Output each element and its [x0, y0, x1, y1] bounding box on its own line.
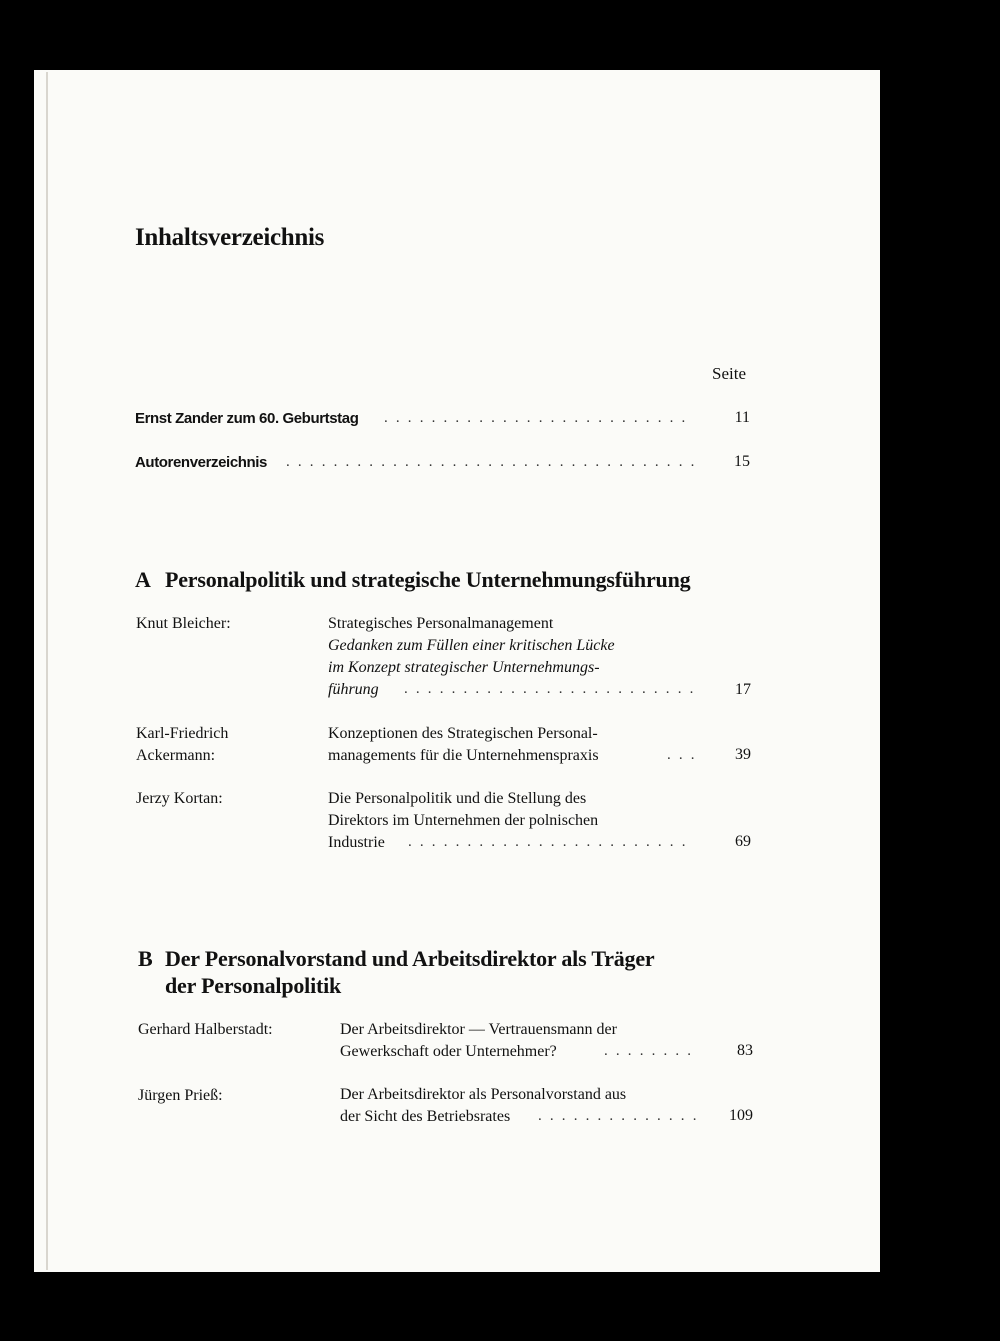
entry-page: 109 [729, 1107, 753, 1124]
entry-title: Direktors im Unternehmen der polnischen [328, 812, 599, 829]
dot-leader [404, 681, 694, 699]
entry-title: Der Arbeitsdirektor — Vertrauensmann der [340, 1021, 617, 1038]
entry-subtitle: Gedanken zum Füllen einer kritischen Lücke [328, 637, 615, 654]
section-letter-b: B [138, 946, 153, 971]
front-matter-entry-2: Autorenverzeichnis [135, 454, 268, 471]
section-heading-b: Der Personalvorstand und Arbeitsdirektor als Träger [165, 946, 655, 971]
entry-title: Der Arbeitsdirektor als Personalvorstand aus [340, 1086, 627, 1103]
entry-page: 83 [737, 1042, 753, 1059]
dot-leader [538, 1108, 696, 1126]
dot-leader [604, 1043, 696, 1061]
entry-page: 69 [735, 833, 751, 850]
entry-subtitle: führung [328, 681, 379, 698]
page-fold-edge [46, 72, 48, 1270]
entry-author: Jerzy Kortan: [136, 790, 223, 807]
dot-leader [286, 454, 694, 472]
front-matter-page-1: 11 [734, 409, 750, 426]
section-heading-b-line-2: der Personalpolitik [165, 973, 342, 998]
section-letter-a: A [135, 567, 151, 592]
dot-leader [667, 747, 694, 765]
page-title: Inhaltsverzeichnis [135, 224, 325, 251]
entry-title: der Sicht des Betriebsrates [340, 1108, 511, 1125]
dot-leader [408, 834, 694, 852]
entry-subtitle: im Konzept strategischer Unternehmungs- [328, 659, 600, 676]
section-heading-a: Personalpolitik und strategische Unternehmungsführung [165, 567, 691, 592]
entry-title: Strategisches Personalmanagement [328, 615, 554, 632]
entry-author: Ackermann: [136, 747, 216, 764]
entry-author: Jürgen Prieß: [138, 1087, 223, 1104]
entry-author: Knut Bleicher: [136, 615, 231, 632]
entry-author: Karl-Friedrich [136, 725, 229, 742]
entry-title: managements für die Unternehmenspraxis [328, 747, 599, 764]
entry-title: Die Personalpolitik und die Stellung des [328, 790, 587, 807]
dot-leader [384, 410, 694, 428]
entry-page: 39 [735, 746, 751, 763]
page-column-label: Seite [712, 364, 746, 383]
entry-title: Gewerkschaft oder Unternehmer? [340, 1043, 557, 1060]
entry-title: Industrie [328, 834, 385, 851]
front-matter-page-2: 15 [734, 453, 750, 470]
entry-author: Gerhard Halberstadt: [138, 1021, 273, 1038]
entry-page: 17 [735, 681, 751, 698]
entry-title: Konzeptionen des Strategischen Personal- [328, 725, 598, 742]
front-matter-entry-1: Ernst Zander zum 60. Geburtstag [135, 410, 359, 427]
